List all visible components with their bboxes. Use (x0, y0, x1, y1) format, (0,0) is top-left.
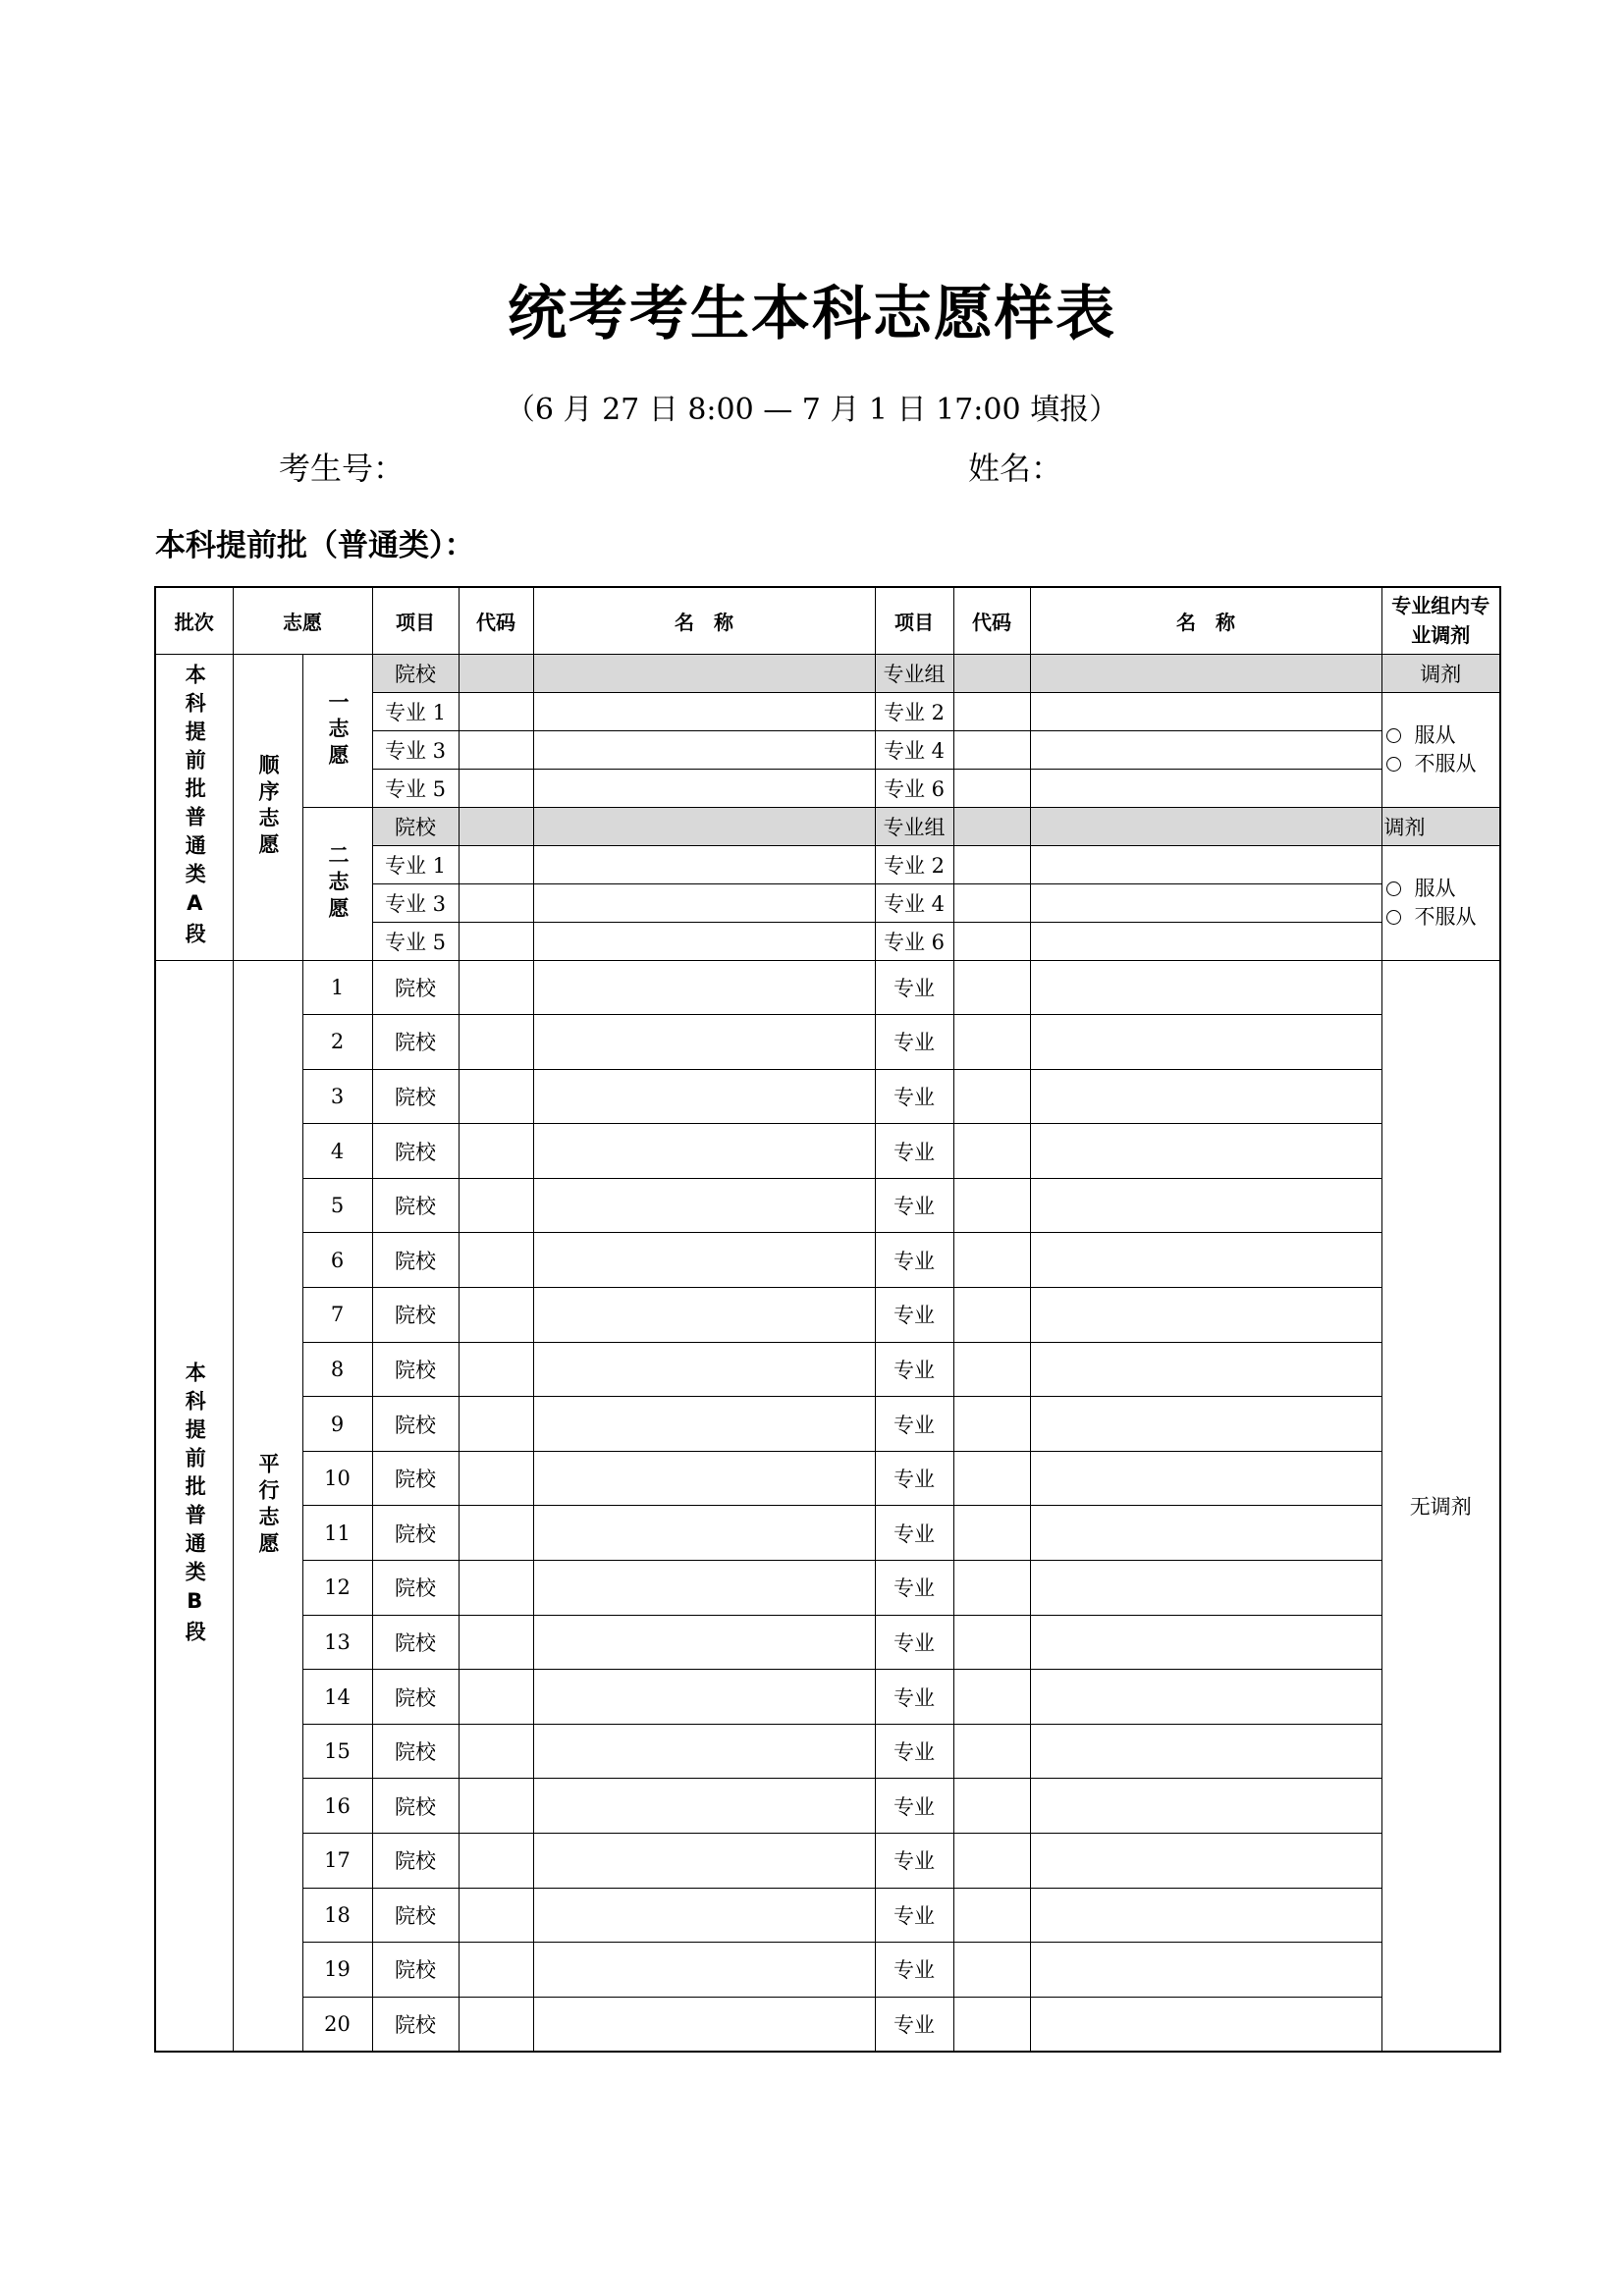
fill-period: （6 月 27 日 8:00 — 7 月 1 日 17:00 填报） (505, 393, 1119, 427)
row-number: 8 (302, 1342, 372, 1397)
major-name-input[interactable] (1030, 960, 1381, 1015)
school-code-input[interactable] (459, 1342, 533, 1397)
row-number: 18 (302, 1888, 372, 1943)
major-code-input[interactable] (953, 960, 1030, 1015)
choice-1-label: 一志愿 (326, 690, 350, 771)
choice-2-cell (302, 807, 372, 960)
school-code-input[interactable] (459, 1888, 533, 1943)
parallel-row (155, 1670, 1500, 1725)
school-label: 院校 (372, 1397, 459, 1452)
major-label: 专业 1 (372, 692, 459, 730)
school-label: 院校 (372, 960, 459, 1015)
school-code-input[interactable] (459, 1124, 533, 1179)
school-name-input[interactable] (533, 654, 875, 692)
major-label: 专业 (875, 1779, 953, 1834)
row-number: 17 (302, 1834, 372, 1889)
header-code: 代码 (459, 587, 533, 654)
major-name-input[interactable] (533, 883, 875, 922)
group-code-input[interactable] (953, 654, 1030, 692)
major-name-input[interactable] (533, 922, 875, 960)
major-name-input[interactable] (1030, 883, 1381, 922)
school-name-input[interactable] (533, 1670, 875, 1725)
major-code-input[interactable] (953, 730, 1030, 769)
school-code-input[interactable] (459, 1451, 533, 1506)
school-name-input[interactable] (533, 1397, 875, 1452)
header-adjust: 专业组内专业调剂 (1381, 587, 1500, 654)
major-label: 专业 6 (875, 769, 953, 807)
school-name-input[interactable] (533, 960, 875, 1015)
major-label: 专业 (875, 1506, 953, 1561)
adjust-options (1381, 692, 1500, 807)
major-name-input[interactable] (1030, 1779, 1381, 1834)
section-title: 本科提前批（普通类）： (155, 528, 475, 563)
parallel-row (155, 960, 1500, 1015)
parallel-row (155, 1233, 1500, 1288)
row-number: 16 (302, 1779, 372, 1834)
school-label: 院校 (372, 1233, 459, 1288)
school-label: 院校 (372, 1724, 459, 1779)
major-code-input[interactable] (953, 1561, 1030, 1616)
option-accept[interactable] (1386, 721, 1500, 750)
major-label: 专业 (875, 1069, 953, 1124)
major-label: 专业 (875, 960, 953, 1015)
major-label: 专业 (875, 1178, 953, 1233)
option-label: 不服从 (1414, 751, 1477, 775)
school-label: 院校 (372, 654, 459, 692)
header-batch: 批次 (155, 587, 233, 654)
row-number: 3 (302, 1069, 372, 1124)
major-code-input[interactable] (953, 1015, 1030, 1070)
school-name-input[interactable] (533, 1233, 875, 1288)
school-name-input[interactable] (533, 1506, 875, 1561)
school-name-input[interactable] (533, 1124, 875, 1179)
school-name-input[interactable] (533, 1779, 875, 1834)
major-code-input[interactable] (953, 1724, 1030, 1779)
parallel-row (155, 1943, 1500, 1998)
row-number: 14 (302, 1670, 372, 1725)
parallel-row (155, 1397, 1500, 1452)
major-code-input[interactable] (953, 1069, 1030, 1124)
major-label: 专业 6 (875, 922, 953, 960)
school-code-input[interactable] (459, 1724, 533, 1779)
major-code-input[interactable] (953, 1342, 1030, 1397)
school-code-input[interactable] (459, 1506, 533, 1561)
header-row (155, 587, 1500, 654)
major-name-input[interactable] (1030, 922, 1381, 960)
major-label: 专业 (875, 1288, 953, 1343)
major-name-input[interactable] (533, 769, 875, 807)
major-code-input[interactable] (459, 922, 533, 960)
major-name-input[interactable] (1030, 730, 1381, 769)
major-label: 专业 2 (875, 692, 953, 730)
major-code-input[interactable] (953, 922, 1030, 960)
choice-2-label: 二志愿 (326, 843, 350, 924)
row-number: 5 (302, 1178, 372, 1233)
parallel-row (155, 1178, 1500, 1233)
major-label: 专业 (875, 1997, 953, 2052)
major-label: 专业 4 (875, 730, 953, 769)
major-code-input[interactable] (459, 883, 533, 922)
major-label: 专业 (875, 1615, 953, 1670)
school-code-input[interactable] (459, 654, 533, 692)
major-label: 专业 3 (372, 730, 459, 769)
group-label: 专业组 (875, 807, 953, 845)
row-number: 13 (302, 1615, 372, 1670)
school-code-input[interactable] (459, 1069, 533, 1124)
row-number: 11 (302, 1506, 372, 1561)
header-item: 项目 (372, 587, 459, 654)
school-label: 院校 (372, 1888, 459, 1943)
major-label: 专业 3 (372, 883, 459, 922)
batch-b-label: 本科提前批普通类B段 (183, 1362, 207, 1650)
major-code-input[interactable] (953, 1670, 1030, 1725)
school-name-input[interactable] (533, 1451, 875, 1506)
parallel-row (155, 1015, 1500, 1070)
school-code-input[interactable] (459, 1288, 533, 1343)
major-label: 专业 4 (875, 883, 953, 922)
school-name-input[interactable] (533, 1561, 875, 1616)
major-name-input[interactable] (533, 692, 875, 730)
major-label: 专业 (875, 1397, 953, 1452)
row-number: 6 (302, 1233, 372, 1288)
major-name-input[interactable] (1030, 1069, 1381, 1124)
school-label: 院校 (372, 1451, 459, 1506)
school-name-input[interactable] (533, 1015, 875, 1070)
row-number: 12 (302, 1561, 372, 1616)
major-name-input[interactable] (1030, 1506, 1381, 1561)
major-label: 专业 2 (875, 845, 953, 883)
major-label: 专业 (875, 1724, 953, 1779)
parallel-type-label: 平行志愿 (256, 1452, 280, 1559)
school-label: 院校 (372, 807, 459, 845)
major-label: 专业 (875, 1561, 953, 1616)
major-name-input[interactable] (1030, 1724, 1381, 1779)
parallel-row (155, 1615, 1500, 1670)
school-name-input[interactable] (533, 1342, 875, 1397)
row-number: 7 (302, 1288, 372, 1343)
school-code-input[interactable] (459, 1779, 533, 1834)
parallel-row (155, 1451, 1500, 1506)
school-code-input[interactable] (459, 1015, 533, 1070)
school-label: 院校 (372, 1288, 459, 1343)
major-code-input[interactable] (459, 769, 533, 807)
major-name-input[interactable] (1030, 1451, 1381, 1506)
major-label: 专业 (875, 1233, 953, 1288)
school-code-input[interactable] (459, 1233, 533, 1288)
parallel-row (155, 1724, 1500, 1779)
school-code-input[interactable] (459, 1997, 533, 2052)
school-label: 院校 (372, 1997, 459, 2052)
row-number: 15 (302, 1724, 372, 1779)
school-name-input[interactable] (533, 1724, 875, 1779)
page-title: 统考考生本科志愿样表 (508, 280, 1116, 348)
school-label: 院校 (372, 1779, 459, 1834)
school-name-input[interactable] (533, 1288, 875, 1343)
school-label: 院校 (372, 1943, 459, 1998)
school-label: 院校 (372, 1178, 459, 1233)
radio-circle-icon[interactable] (1386, 757, 1401, 772)
group-name-input[interactable] (1030, 807, 1381, 845)
parallel-type-cell (233, 960, 302, 2052)
major-name-input[interactable] (1030, 1834, 1381, 1889)
school-label: 院校 (372, 1615, 459, 1670)
radio-circle-icon[interactable] (1386, 881, 1401, 896)
major-code-input[interactable] (953, 1178, 1030, 1233)
school-name-input[interactable] (533, 807, 875, 845)
major-code-input[interactable] (953, 1451, 1030, 1506)
school-label: 院校 (372, 1561, 459, 1616)
school-name-input[interactable] (533, 1069, 875, 1124)
parallel-row (155, 1888, 1500, 1943)
major-code-input[interactable] (953, 769, 1030, 807)
major-label: 专业 (875, 1888, 953, 1943)
major-name-input[interactable] (1030, 1561, 1381, 1616)
major-label: 专业 5 (372, 769, 459, 807)
order-type-label: 顺序志愿 (256, 754, 280, 860)
school-name-input[interactable] (533, 1834, 875, 1889)
group-label: 专业组 (875, 654, 953, 692)
order-type-cell (233, 654, 302, 960)
major-code-input[interactable] (953, 1233, 1030, 1288)
school-name-input[interactable] (533, 1997, 875, 2052)
major-code-input[interactable] (953, 883, 1030, 922)
major-code-input[interactable] (953, 1834, 1030, 1889)
adjust-header: 调剂 (1381, 807, 1500, 845)
parallel-row (155, 1069, 1500, 1124)
parallel-row (155, 1561, 1500, 1616)
option-label: 服从 (1414, 722, 1456, 747)
parallel-row (155, 1506, 1500, 1561)
major-label: 专业 (875, 1015, 953, 1070)
name-field[interactable]: 姓名： (968, 450, 1063, 487)
major-name-input[interactable] (1030, 1015, 1381, 1070)
major-code-input[interactable] (953, 1888, 1030, 1943)
section-a-body (155, 654, 1500, 960)
major-label: 专业 (875, 1834, 953, 1889)
row-number: 2 (302, 1015, 372, 1070)
major-code-input[interactable] (953, 1124, 1030, 1179)
parallel-row (155, 1997, 1500, 2052)
major-name-input[interactable] (1030, 845, 1381, 883)
school-label: 院校 (372, 1342, 459, 1397)
major-name-input[interactable] (1030, 1397, 1381, 1452)
candidate-id-field[interactable]: 考生号： (279, 450, 406, 487)
option-label: 不服从 (1414, 904, 1477, 929)
school-name-input[interactable] (533, 1178, 875, 1233)
major-name-input[interactable] (1030, 1943, 1381, 1998)
parallel-row (155, 1342, 1500, 1397)
major-code-input[interactable] (953, 1943, 1030, 1998)
major-label: 专业 (875, 1670, 953, 1725)
choice-1-cell (302, 654, 372, 807)
school-code-input[interactable] (459, 1561, 533, 1616)
parallel-row (155, 1124, 1500, 1179)
section-b-body (155, 960, 1500, 2052)
major-name-input[interactable] (1030, 1888, 1381, 1943)
major-name-input[interactable] (1030, 1342, 1381, 1397)
row-number: 10 (302, 1451, 372, 1506)
major-code-input[interactable] (953, 845, 1030, 883)
row-number: 9 (302, 1397, 372, 1452)
major-name-input[interactable] (1030, 1670, 1381, 1725)
major-name-input[interactable] (1030, 1997, 1381, 2052)
major-code-input[interactable] (459, 845, 533, 883)
row-number: 1 (302, 960, 372, 1015)
major-code-input[interactable] (953, 692, 1030, 730)
option-decline[interactable] (1386, 903, 1500, 932)
radio-circle-icon[interactable] (1386, 910, 1401, 925)
school-code-input[interactable] (459, 1670, 533, 1725)
major-code-input[interactable] (953, 1997, 1030, 2052)
school-code-input[interactable] (459, 1615, 533, 1670)
parallel-row (155, 1834, 1500, 1889)
school-code-input[interactable] (459, 960, 533, 1015)
major-code-input[interactable] (953, 1506, 1030, 1561)
header-item-2: 项目 (875, 587, 953, 654)
school-name-input[interactable] (533, 1943, 875, 1998)
school-label: 院校 (372, 1834, 459, 1889)
major-label: 专业 (875, 1124, 953, 1179)
row-number: 20 (302, 1997, 372, 2052)
major-name-input[interactable] (1030, 1178, 1381, 1233)
major-name-input[interactable] (533, 730, 875, 769)
school-label: 院校 (372, 1124, 459, 1179)
major-code-input[interactable] (459, 730, 533, 769)
school-code-input[interactable] (459, 1834, 533, 1889)
major-name-input[interactable] (1030, 1288, 1381, 1343)
major-code-input[interactable] (953, 1397, 1030, 1452)
school-code-input[interactable] (459, 1178, 533, 1233)
parallel-row (155, 1779, 1500, 1834)
school-label: 院校 (372, 1670, 459, 1725)
major-name-input[interactable] (533, 845, 875, 883)
major-name-input[interactable] (1030, 692, 1381, 730)
major-label: 专业 5 (372, 922, 459, 960)
school-code-input[interactable] (459, 1943, 533, 1998)
header-code-2: 代码 (953, 587, 1030, 654)
school-code-input[interactable] (459, 807, 533, 845)
header-choice: 志愿 (233, 587, 372, 654)
batch-b-cell (155, 960, 233, 2052)
choice-1-school-row (155, 654, 1500, 692)
group-name-input[interactable] (1030, 654, 1381, 692)
radio-circle-icon[interactable] (1386, 728, 1401, 743)
option-decline[interactable] (1386, 750, 1500, 778)
group-code-input[interactable] (953, 807, 1030, 845)
major-code-input[interactable] (459, 692, 533, 730)
application-form-table (154, 586, 1501, 2053)
school-label: 院校 (372, 1506, 459, 1561)
option-label: 服从 (1414, 876, 1456, 900)
major-label: 专业 (875, 1342, 953, 1397)
major-name-input[interactable] (1030, 769, 1381, 807)
adjust-header: 调剂 (1381, 654, 1500, 692)
header-name-2: 名 称 (1030, 587, 1381, 654)
school-name-input[interactable] (533, 1615, 875, 1670)
major-name-input[interactable] (1030, 1124, 1381, 1179)
major-name-input[interactable] (1030, 1233, 1381, 1288)
option-accept[interactable] (1386, 875, 1500, 903)
major-name-input[interactable] (1030, 1615, 1381, 1670)
batch-a-cell (155, 654, 233, 960)
school-label: 院校 (372, 1069, 459, 1124)
adjust-options (1381, 845, 1500, 960)
batch-a-label: 本科提前批普通类A段 (183, 663, 207, 951)
major-code-input[interactable] (953, 1288, 1030, 1343)
parallel-row (155, 1288, 1500, 1343)
major-code-input[interactable] (953, 1779, 1030, 1834)
major-code-input[interactable] (953, 1615, 1030, 1670)
major-label: 专业 (875, 1943, 953, 1998)
no-adjust-cell: 无调剂 (1381, 960, 1500, 2052)
major-label: 专业 1 (372, 845, 459, 883)
header-name: 名 称 (533, 587, 875, 654)
school-code-input[interactable] (459, 1397, 533, 1452)
major-label: 专业 (875, 1451, 953, 1506)
choice-2-school-row (155, 807, 1500, 845)
row-number: 4 (302, 1124, 372, 1179)
row-number: 19 (302, 1943, 372, 1998)
school-label: 院校 (372, 1015, 459, 1070)
school-name-input[interactable] (533, 1888, 875, 1943)
